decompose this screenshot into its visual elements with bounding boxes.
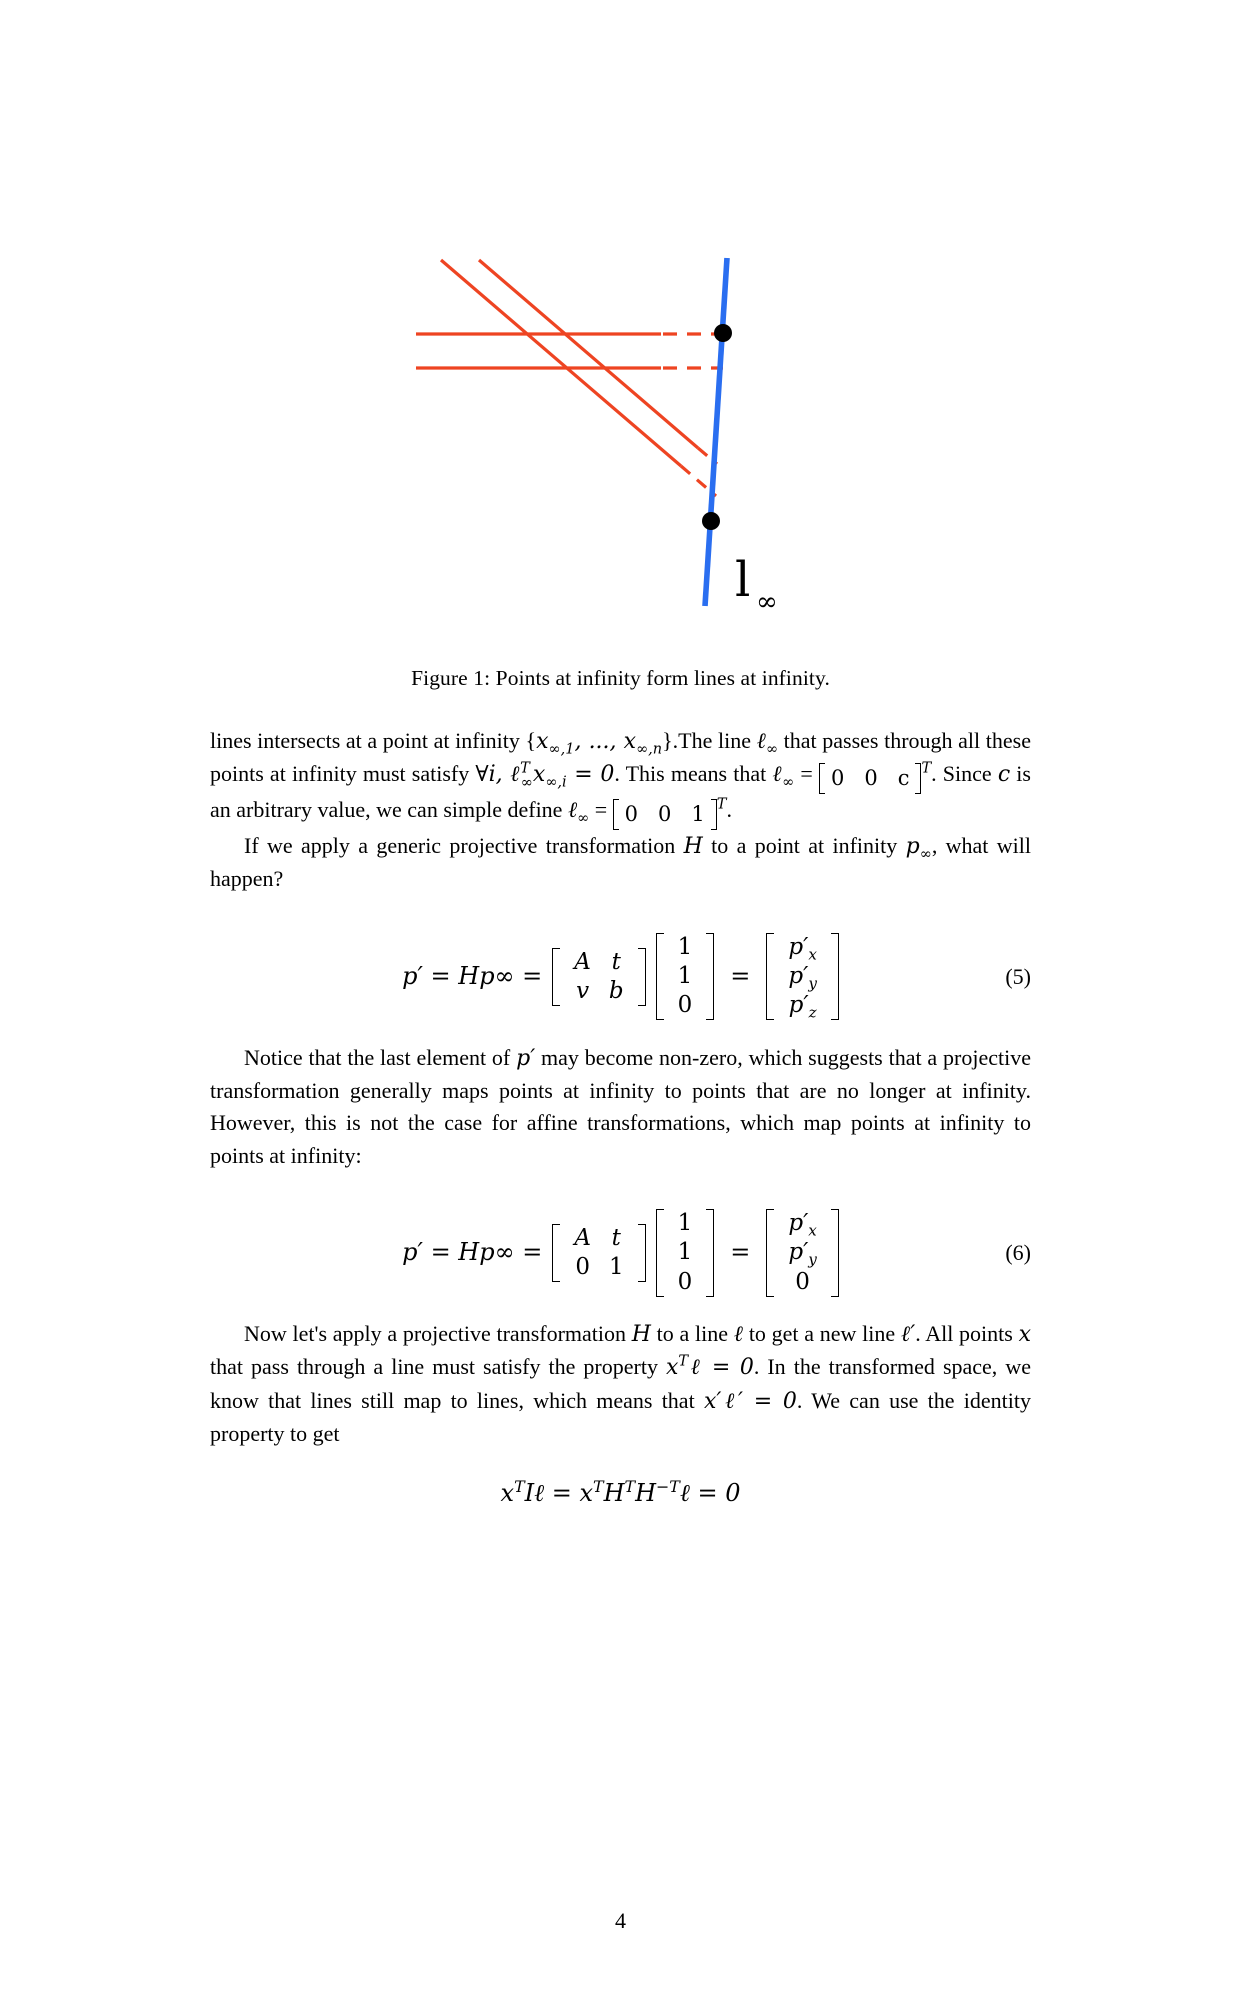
p1-set: $x_{\infty,1}$, ..., $x_{\infty,n}$ [536, 729, 663, 758]
p2-text-a: If we apply a generic projective transformation [244, 833, 684, 859]
cell: $p'_y$ [788, 963, 817, 993]
p4-text-d: . All points [915, 1321, 1019, 1347]
p4-ell-prime: ℓ′ [900, 1322, 916, 1348]
equation-6-equals: = [730, 1238, 751, 1267]
cell: A [574, 1224, 591, 1251]
figure-caption: Figure 1: Points at infinity form lines at infinity. [411, 666, 830, 690]
cell: $p'_z$ [788, 992, 817, 1022]
equation-6-number: (6) [1005, 1239, 1031, 1265]
blue-line-at-infinity [705, 258, 727, 606]
p1-text-e: = [794, 761, 819, 787]
p4-property: $x^T\ell = 0$ [666, 1354, 754, 1381]
p3-p-prime: p′ [516, 1045, 536, 1071]
p4-x: x [1018, 1322, 1031, 1348]
body-text [210, 725, 1031, 1512]
red-slanted-line-1 [441, 260, 681, 466]
cell: 1 [677, 1210, 693, 1237]
cell: 1 [608, 1254, 624, 1281]
paragraph-1 [210, 725, 1031, 830]
equation-5-vector [656, 933, 715, 1020]
p3-text-a: Notice that the last element of [244, 1044, 517, 1070]
p1-ell-infinity-3: ℓ$_\infty$ [567, 798, 590, 827]
cell: 1 [677, 963, 693, 990]
equation-6 [210, 1198, 1031, 1308]
p1-text-c: that passes through all these points at infinity must satisfy [210, 728, 1031, 787]
p1-text-f: . Since [931, 761, 998, 787]
p2-H: H [683, 834, 703, 860]
equation-5-lhs: p′ = Hp∞ = [402, 962, 543, 991]
cell: v [576, 977, 590, 1004]
equation-6-matrix-A [552, 1224, 645, 1282]
cell: 0 [677, 1268, 693, 1295]
p1-text-a: lines intersects at a point at infinity { [210, 728, 537, 753]
p1-transpose-2: T [716, 796, 727, 813]
p1-c-var: c [997, 762, 1011, 788]
equation-5-number: (5) [1005, 963, 1031, 989]
p4-ell: ℓ [733, 1322, 744, 1348]
equation-6-lhs: p′ = Hp∞ = [402, 1238, 543, 1267]
p1-transpose-1: T [921, 761, 932, 777]
equation-5-matrix-A [552, 948, 645, 1006]
p1-text-b: }.The line [662, 728, 757, 753]
cell: 1 [677, 1239, 693, 1266]
p4-text-e: that pass through a line must satisfy the property [210, 1354, 666, 1380]
p1-row-matrix-c: 0 0 c [819, 763, 922, 794]
equation-identity [210, 1476, 1031, 1511]
cell: $p'_y$ [788, 1239, 817, 1270]
red-slanted-line-2 [479, 260, 698, 448]
figure-1 [210, 238, 1031, 691]
p1-forall-expr: ∀i, $\ell^T_\infty x_{\infty,i} = 0$ [475, 761, 615, 791]
page-number: 4 [615, 1908, 626, 1933]
p4-text-f: . In the transformed space, we know that lines still map to lines, which means that [210, 1354, 1031, 1413]
p4-text-a: Now let's apply a projective transformation [244, 1321, 632, 1347]
p1-ell-infinity: ℓ$_\infty$ [756, 729, 779, 758]
p1-row-matrix-1: 0 0 1 [613, 799, 717, 830]
p1-ell-infinity-2: ℓ$_\infty$ [772, 762, 795, 791]
equation-6-result [766, 1209, 839, 1296]
cell: t [611, 948, 621, 975]
equation-6-vector [656, 1209, 715, 1296]
document-page [0, 238, 1241, 1992]
p1-period: . [726, 797, 732, 823]
equation-5 [210, 922, 1031, 1032]
cell: 0 [677, 992, 693, 1019]
p1-text-h: = [589, 797, 613, 823]
p2-text-b: to a point at infinity [702, 833, 906, 859]
cell: t [611, 1224, 621, 1251]
point-at-infinity-bottom [702, 512, 720, 530]
cell: 1 [677, 934, 693, 961]
figure-diagram [211, 238, 1031, 638]
cell: $p'_x$ [788, 934, 817, 964]
p4-text-b: to a line [650, 1321, 734, 1347]
equation-5-body [402, 933, 839, 1020]
equation-5-equals: = [730, 962, 751, 991]
p1-text-d: . This means that [614, 761, 773, 787]
p3-text-b: may become non-zero, which suggests that a projective transformation generally maps points at infinity to points that are no longer at infinity. However, this is not the case for affine transformations, which map points at infinity to points at infinity: [210, 1044, 1031, 1168]
p4-text-c: to get a new line [743, 1321, 901, 1347]
p1-text-g: is an arbitrary value, we can simple define [210, 761, 1031, 823]
equation-identity-expr: $x^TI\ell$ = $x^TH^TH^{-T}\ell = 0$ [500, 1477, 741, 1508]
p2-p-infinity: $p_\infty$ [905, 834, 932, 863]
equation-6-body [402, 1209, 839, 1296]
cell: A [574, 948, 591, 975]
p4-H: H [631, 1322, 651, 1348]
line-at-infinity-label: l [734, 552, 750, 608]
paragraph-4 [210, 1318, 1031, 1450]
p2-text-c: , what will happen? [210, 833, 1031, 892]
line-at-infinity-label-sub: ∞ [755, 587, 778, 617]
cell: b [608, 977, 624, 1004]
p4-text-g: . We can use the identity property to get [210, 1387, 1031, 1446]
paragraph-3 [210, 1042, 1031, 1172]
cell: $p'_x$ [788, 1210, 817, 1240]
paragraph-2 [210, 830, 1031, 896]
point-at-infinity-top [714, 324, 732, 342]
cell: 0 [795, 1268, 810, 1295]
cell: 0 [575, 1254, 590, 1281]
equation-5-result [766, 933, 839, 1020]
p4-transformed-property: x′ℓ′ = 0 [703, 1388, 797, 1414]
